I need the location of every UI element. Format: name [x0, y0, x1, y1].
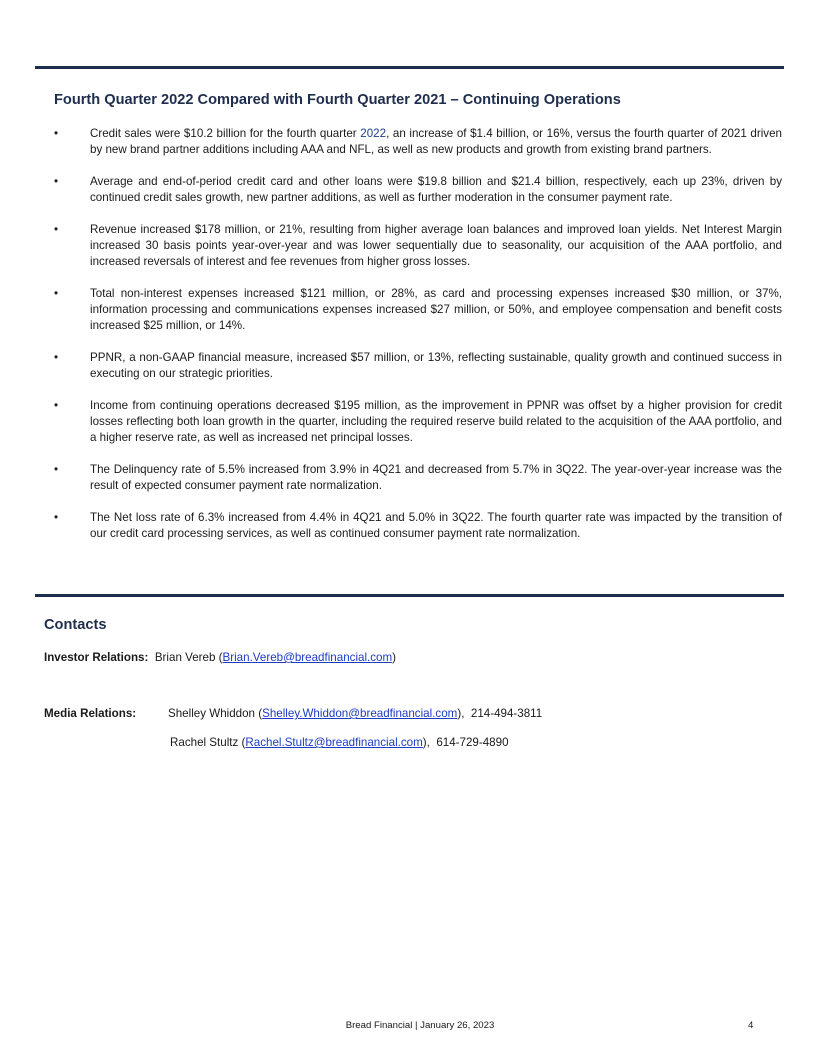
bullet-credit-sales: • Credit sales were $10.2 billion for the fourth quarter 2022, an increase of $1.4 billion, or 16%, versus the fourth quarter of 2021 driven by new brand partner additions including AAA and NFL, as well as new products and growth from existing brand partners.: [54, 127, 782, 156]
bullet-delinquency: • The Delinquency rate of 5.5% increased from 3.9% in 4Q21 and decreased from 5.7% in 3Q22. The year-over-year increase was the result of expected consumer payment rate normalization.: [54, 463, 782, 492]
media-contact-name: Rachel Stultz (: [170, 736, 246, 749]
bullet-dot-icon: •: [54, 511, 59, 524]
bullet-dot-icon: •: [54, 463, 59, 476]
page-number: 4: [748, 1020, 754, 1031]
highlights-list: [54, 126, 782, 558]
media-contact-phone: 614-729-4890: [436, 736, 509, 749]
bullet-dot-icon: •: [54, 287, 59, 300]
section-divider: [35, 594, 784, 597]
bullet-dot-icon: •: [54, 351, 59, 364]
bullet-expenses: • Total non-interest expenses increased $121 million, or 28%, as card and processing expenses increased $30 million, or 37%, information processing and communications expenses increased $27 million, or 50%, and employee compensation and benefit costs increased $25 million, or 14%.: [54, 287, 782, 332]
section-title: Fourth Quarter 2022 Compared with Fourth Quarter 2021 – Continuing Operations: [54, 92, 621, 108]
media-contact-name: Shelley Whiddon (: [168, 707, 263, 720]
investor-email-link[interactable]: Brian.Vereb@breadfinancial.com: [222, 651, 393, 664]
media-email-link[interactable]: Rachel.Stultz@breadfinancial.com: [245, 736, 423, 749]
bullet-net-loss: • The Net loss rate of 6.3% increased from 4.4% in 4Q21 and 5.0% in 3Q22. The fourth quarter rate was impacted by the transition of our credit card processing services, as well as continued consumer payment rate normalization.: [54, 511, 782, 540]
bullet-dot-icon: •: [54, 399, 59, 412]
bullet-dot-icon: •: [54, 223, 59, 236]
bullet-dot-icon: •: [54, 127, 59, 140]
investor-relations-label: Investor Relations:: [44, 651, 149, 664]
media-email-link[interactable]: Shelley.Whiddon@breadfinancial.com: [262, 707, 458, 720]
media-contact-phone: 214-494-3811: [470, 707, 543, 720]
bullet-income: • Income from continuing operations decreased $195 million, as the improvement in PPNR was offset by a higher provision for credit losses reflecting both loan growth in the quarter, including the required reserve build related to the acquisition of the AAA portfolio, and a higher reserve rate, as well as increased net principal losses.: [54, 399, 782, 444]
contacts-title: Contacts: [44, 617, 107, 633]
investor-relations-contact: Investor Relations: Brian Vereb (Brian.Vereb@breadfinancial.com): [44, 651, 397, 664]
media-contact-1: Shelley Whiddon (Shelley.Whiddon@breadfinancial.com), 214-494-3811: [168, 707, 543, 720]
bullet-revenue: • Revenue increased $178 million, or 21%, resulting from higher average loan balances and improved loan yields. Net Interest Margin increased 30 basis points year-over-year and was lower sequentially due to seasonality, our acquisition of the AAA portfolio, and increased reversals of interest and fee revenues from higher gross losses.: [54, 223, 782, 268]
bullet-dot-icon: •: [54, 175, 59, 188]
highlighted-year: 2022: [360, 127, 387, 140]
media-contact-2: Rachel Stultz (Rachel.Stultz@breadfinancial.com), 614-729-4890: [170, 736, 509, 749]
bullet-loans: • Average and end-of-period credit card and other loans were $19.8 billion and $21.4 billion, respectively, each up 23%, driven by continued credit sales growth, new partner additions, as well as further moderation in the consumer payment rate.: [54, 175, 782, 204]
top-divider: [35, 66, 784, 69]
media-relations-contact: [44, 706, 136, 722]
bullet-ppnr: • PPNR, a non-GAAP financial measure, increased $57 million, or 13%, reflecting sustainable, quality growth and continued success in executing on our strategic priorities.: [54, 351, 782, 380]
investor-name: Brian Vereb (: [154, 651, 223, 664]
page-footer: Bread Financial | January 26, 2023: [345, 1020, 495, 1031]
media-relations-label: Media Relations:: [44, 707, 137, 720]
